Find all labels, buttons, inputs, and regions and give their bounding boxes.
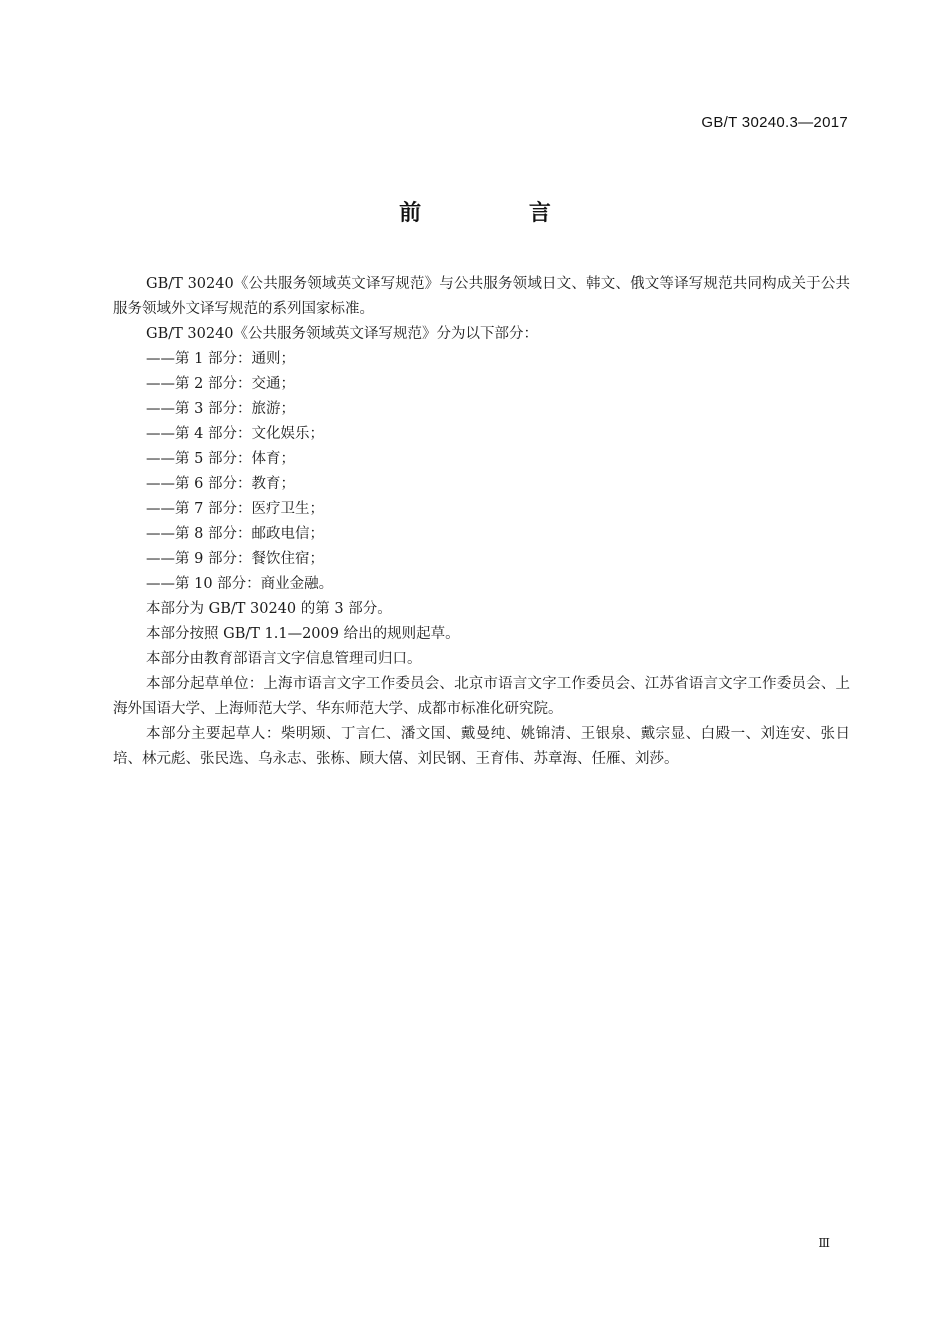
page-title: 前 言 — [399, 201, 601, 226]
paragraph-administration: 本部分由教育部语言文字信息管理司归口。 — [146, 651, 422, 667]
paragraph-series-description: GB/T 30240《公共服务领域英文译写规范》与公共服务领域日文、韩文、俄文等译写规范共同构成关于公共服务领域外文译写规范的系列国家标准。 — [113, 276, 850, 317]
paragraph-part-number: 本部分为 GB/T 30240 的第 3 部分。 — [146, 601, 392, 617]
page-number: Ⅲ — [818, 1236, 830, 1250]
list-item: ——第 6 部分：教育； — [146, 476, 295, 492]
paragraph-drafting-rules: 本部分按照 GB/T 1.1—2009 给出的规则起草。 — [146, 626, 460, 642]
paragraph-drafters: 本部分主要起草人：柴明颎、丁言仁、潘文国、戴曼纯、姚锦清、王银泉、戴宗显、白殿一、刘连安、张日培、林元彪、张民选、乌永志、张栋、顾大僖、刘民钢、王育伟、苏章海、任雁、刘莎。 — [113, 726, 850, 767]
list-item: ——第 3 部分：旅游； — [146, 401, 295, 417]
parts-list — [113, 347, 850, 597]
list-item: ——第 8 部分：邮政电信； — [146, 526, 324, 542]
paragraph-parts-intro: GB/T 30240《公共服务领域英文译写规范》分为以下部分： — [146, 326, 539, 342]
paragraph-drafting-units: 本部分起草单位：上海市语言文字工作委员会、北京市语言文字工作委员会、江苏省语言文字工作委员会、上海外国语大学、上海师范大学、华东师范大学、成都市标准化研究院。 — [113, 676, 850, 717]
list-item: ——第 10 部分：商业金融。 — [146, 576, 334, 592]
list-item: ——第 7 部分：医疗卫生； — [146, 501, 324, 517]
list-item: ——第 5 部分：体育； — [146, 451, 295, 467]
list-item: ——第 1 部分：通则； — [146, 351, 295, 367]
list-item: ——第 4 部分：文化娱乐； — [146, 426, 324, 442]
list-item: ——第 9 部分：餐饮住宿； — [146, 551, 324, 567]
list-item: ——第 2 部分：交通； — [146, 376, 295, 392]
standard-code: GB/T 30240.3—2017 — [701, 114, 848, 131]
foreword-body — [113, 272, 850, 772]
